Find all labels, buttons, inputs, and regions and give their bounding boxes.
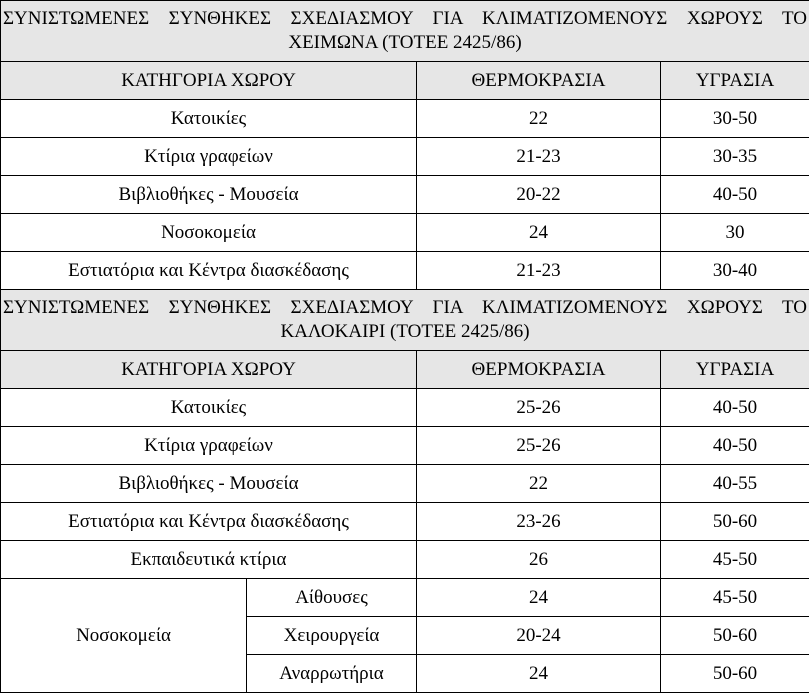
temperature-cell: 24 (417, 214, 661, 252)
table-row (1, 579, 809, 617)
humidity-cell: 30-35 (661, 138, 809, 176)
summer-title: ΣΥΝΙΣΤΩΜΕΝΕΣ ΣΥΝΘΗΚΕΣ ΣΧΕΔΙΑΣΜΟΥ ΓΙΑ ΚΛΙΜΑΤΙΖΟΜΕΝΟΥΣ ΧΩΡΟΥΣ ΤΟ ΚΑΛΟΚΑΙΡΙ (ΤΟΤΕΕ 2425/86) (1, 290, 809, 351)
temperature-cell: 21-23 (417, 252, 661, 290)
temperature-cell: 23-26 (417, 503, 661, 541)
temperature-cell: 25-26 (417, 389, 661, 427)
temperature-cell: 21-23 (417, 138, 661, 176)
humidity-cell: 40-55 (661, 465, 809, 503)
temperature-cell: 20-22 (417, 176, 661, 214)
table-row (1, 252, 809, 290)
temperature-cell: 26 (417, 541, 661, 579)
winter-title-row (1, 1, 809, 62)
table-row (1, 138, 809, 176)
summer-header-row (1, 351, 809, 389)
winter-header-row (1, 62, 809, 100)
category-cell: Νοσοκομεία (1, 214, 417, 252)
humidity-cell: 30 (661, 214, 809, 252)
humidity-cell: 40-50 (661, 389, 809, 427)
winter-title: ΣΥΝΙΣΤΩΜΕΝΕΣ ΣΥΝΘΗΚΕΣ ΣΧΕΔΙΑΣΜΟΥ ΓΙΑ ΚΛΙΜΑΤΙΖΟΜΕΝΟΥΣ ΧΩΡΟΥΣ ΤΟ ΧΕΙΜΩΝΑ (ΤΟΤΕΕ 2425/86) (1, 1, 809, 62)
temperature-cell: 20-24 (417, 617, 661, 655)
table-row (1, 176, 809, 214)
category-cell: Κατοικίες (1, 389, 417, 427)
header-temperature: ΘΕΡΜΟΚΡΑΣΙΑ (417, 351, 661, 389)
category-cell: Εκπαιδευτικά κτίρια (1, 541, 417, 579)
table-row (1, 100, 809, 138)
table-row (1, 214, 809, 252)
header-humidity: ΥΓΡΑΣΙΑ (661, 62, 809, 100)
table-row (1, 427, 809, 465)
hospital-category-cell: Νοσοκομεία (1, 579, 247, 693)
category-cell: Κτίρια γραφείων (1, 427, 417, 465)
temperature-cell: 24 (417, 579, 661, 617)
humidity-cell: 40-50 (661, 176, 809, 214)
table-row (1, 541, 809, 579)
hospital-subcategory-cell: Αίθουσες (247, 579, 417, 617)
hospital-subcategory-cell: Αναρρωτήρια (247, 655, 417, 693)
category-cell: Κτίρια γραφείων (1, 138, 417, 176)
table-row (1, 503, 809, 541)
humidity-cell: 30-40 (661, 252, 809, 290)
header-humidity: ΥΓΡΑΣΙΑ (661, 351, 809, 389)
humidity-cell: 45-50 (661, 579, 809, 617)
table-row (1, 465, 809, 503)
header-category: ΚΑΤΗΓΟΡΙΑ ΧΩΡΟΥ (1, 351, 417, 389)
hospital-subcategory-cell: Χειρουργεία (247, 617, 417, 655)
humidity-cell: 50-60 (661, 655, 809, 693)
humidity-cell: 50-60 (661, 503, 809, 541)
temperature-cell: 22 (417, 465, 661, 503)
humidity-cell: 30-50 (661, 100, 809, 138)
category-cell: Κατοικίες (1, 100, 417, 138)
header-category: ΚΑΤΗΓΟΡΙΑ ΧΩΡΟΥ (1, 62, 417, 100)
humidity-cell: 50-60 (661, 617, 809, 655)
humidity-cell: 40-50 (661, 427, 809, 465)
category-cell: Εστιατόρια και Κέντρα διασκέδασης (1, 503, 417, 541)
temperature-cell: 22 (417, 100, 661, 138)
humidity-cell: 45-50 (661, 541, 809, 579)
table-row (1, 389, 809, 427)
category-cell: Εστιατόρια και Κέντρα διασκέδασης (1, 252, 417, 290)
summer-title-row (1, 290, 809, 351)
temperature-cell: 25-26 (417, 427, 661, 465)
header-temperature: ΘΕΡΜΟΚΡΑΣΙΑ (417, 62, 661, 100)
category-cell: Βιβλιοθήκες - Μουσεία (1, 465, 417, 503)
temperature-cell: 24 (417, 655, 661, 693)
category-cell: Βιβλιοθήκες - Μουσεία (1, 176, 417, 214)
